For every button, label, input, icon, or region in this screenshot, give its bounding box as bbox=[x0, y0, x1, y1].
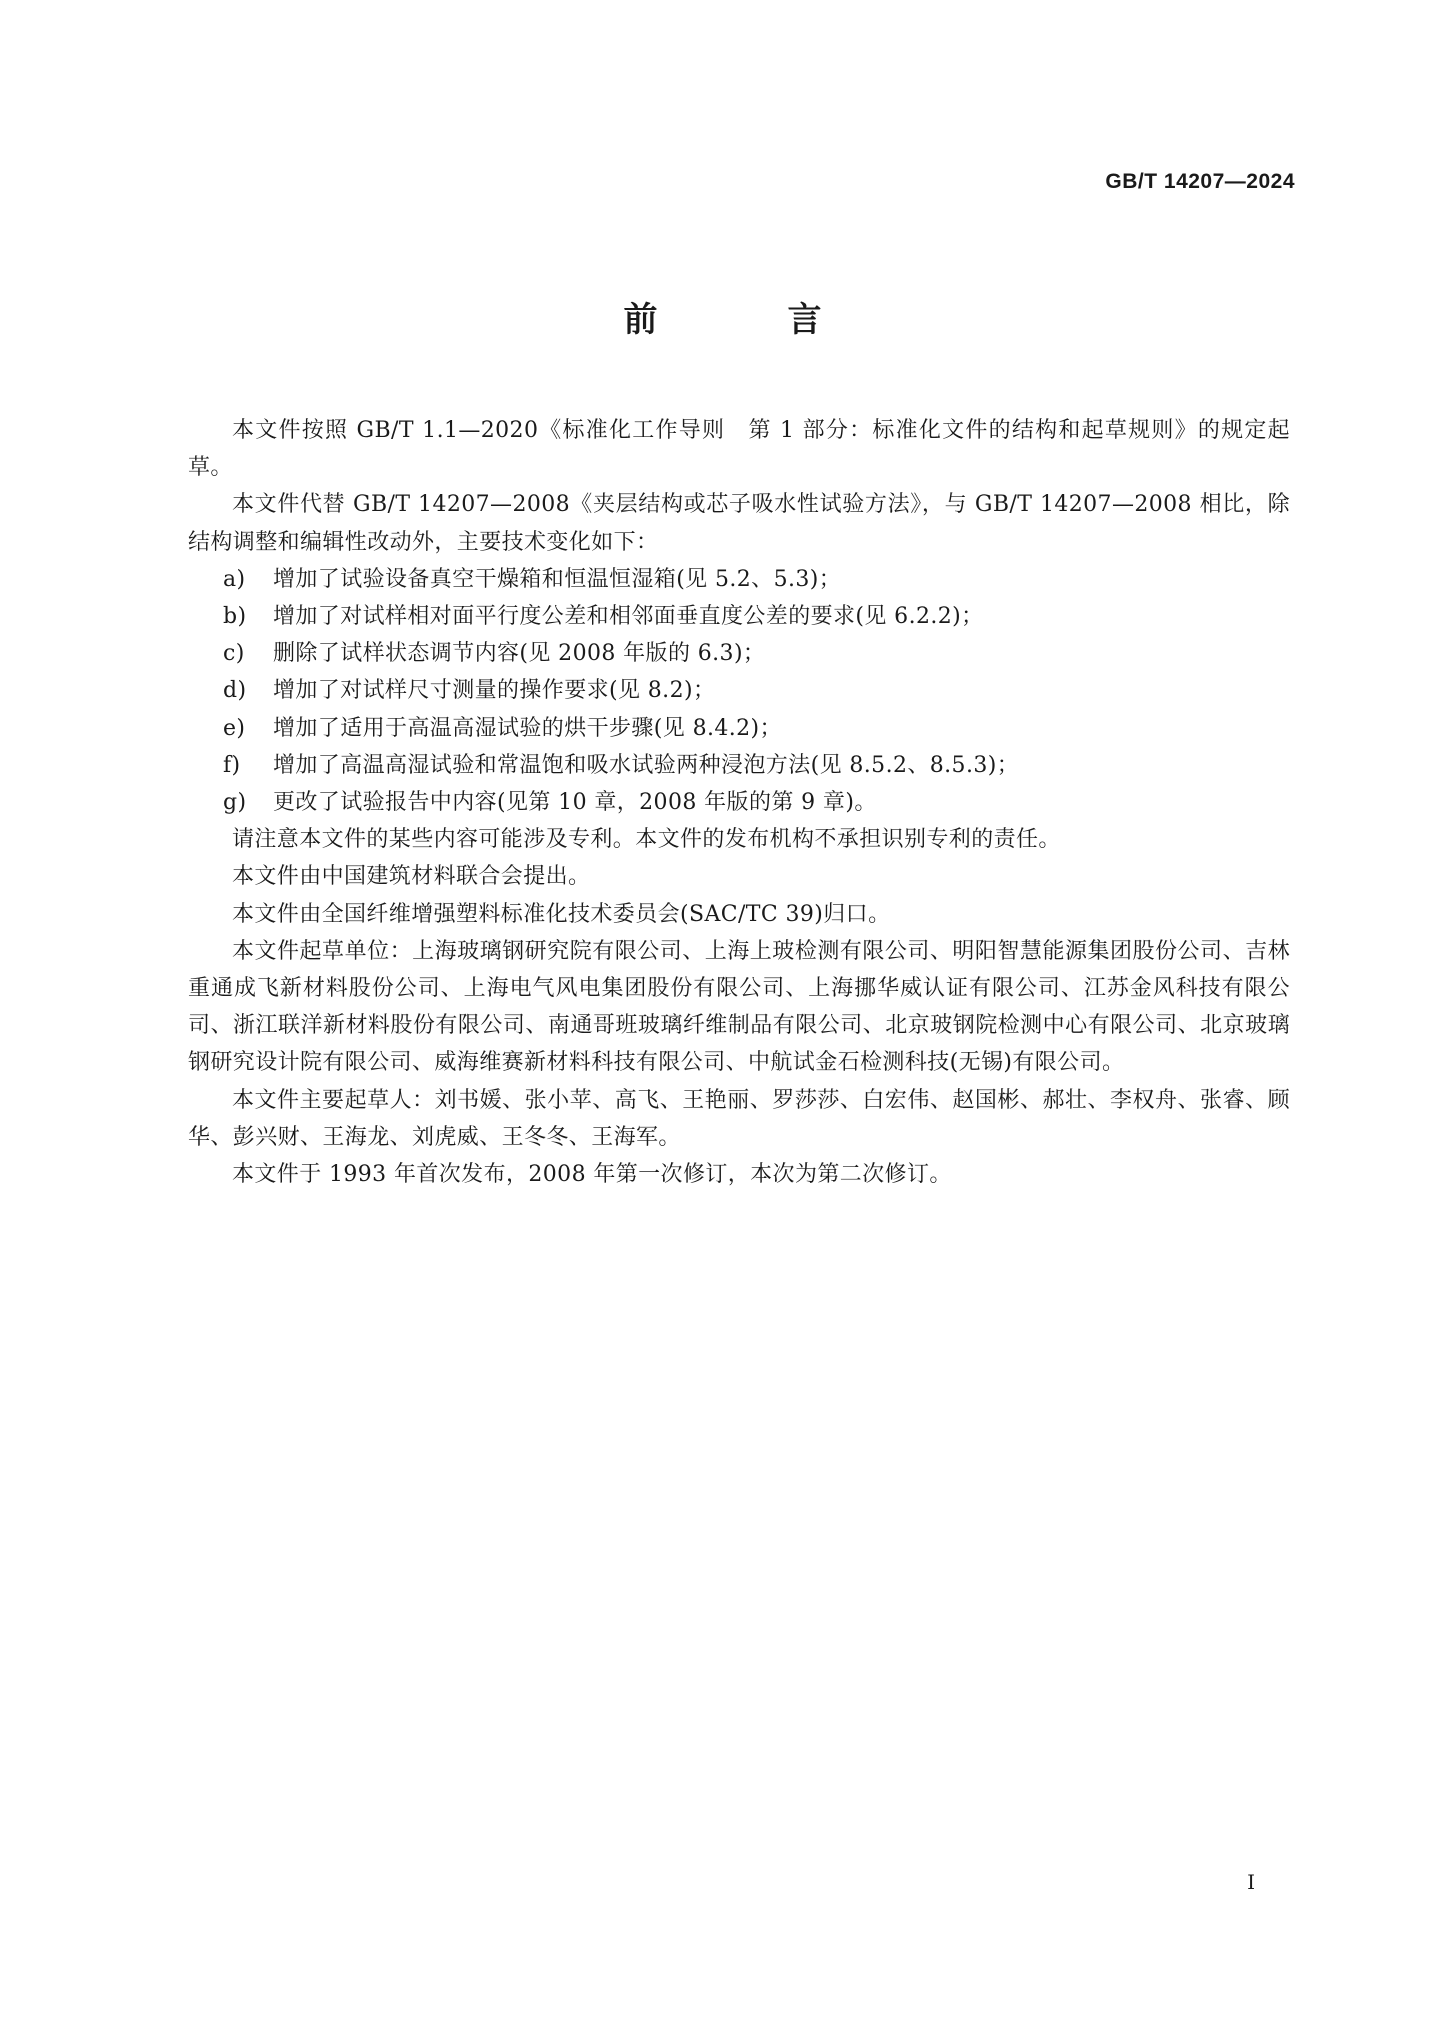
list-item-marker: b) bbox=[223, 604, 247, 630]
list-item-text: 增加了对试样相对面平行度公差和相邻面垂直度公差的要求(见 6.2.2)； bbox=[273, 604, 984, 630]
list-item bbox=[188, 672, 1290, 709]
list-item bbox=[188, 561, 1290, 598]
list-item-text: 删除了试样状态调节内容(见 2008 年版的 6.3)； bbox=[273, 641, 766, 667]
list-item bbox=[188, 635, 1290, 672]
list-item-text: 更改了试验报告中内容(见第 10 章，2008 年版的第 9 章)。 bbox=[273, 790, 877, 816]
paragraph-history: 本文件于 1993 年首次发布，2008 年第一次修订，本次为第二次修订。 bbox=[232, 1162, 952, 1188]
paragraph-replacement: 本文件代替 GB/T 14207—2008《夹层结构或芯子吸水性试验方法》，与 GB/T 14207—2008 相比，除结构调整和编辑性改动外，主要技术变化如下： bbox=[188, 492, 1290, 555]
paragraph-drafters: 本文件主要起草人：刘书媛、张小苹、高飞、王艳丽、罗莎莎、白宏伟、赵国彬、郝壮、李权舟、张睿、顾华、彭兴财、王海龙、刘虎威、王冬冬、王海军。 bbox=[188, 1087, 1290, 1150]
list-item-marker: f) bbox=[223, 752, 241, 778]
list-item-text: 增加了对试样尺寸测量的操作要求(见 8.2)； bbox=[273, 678, 716, 704]
list-item-marker: e) bbox=[223, 715, 246, 741]
foreword-body bbox=[188, 412, 1290, 1193]
page-number: I bbox=[1247, 1870, 1255, 1894]
list-item-marker: g) bbox=[223, 790, 247, 816]
list-item-text: 增加了高温高湿试验和常温饱和吸水试验两种浸泡方法(见 8.5.2、8.5.3)； bbox=[273, 752, 1020, 778]
paragraph-proposer: 本文件由中国建筑材料联合会提出。 bbox=[232, 864, 591, 890]
list-item-marker: d) bbox=[223, 678, 247, 704]
list-item-marker: a) bbox=[223, 566, 246, 592]
list-item bbox=[188, 747, 1290, 784]
list-item bbox=[188, 598, 1290, 635]
list-item-text: 增加了适用于高温高湿试验的烘干步骤(见 8.4.2)； bbox=[273, 715, 782, 741]
paragraph-patent-notice: 请注意本文件的某些内容可能涉及专利。本文件的发布机构不承担识别专利的责任。 bbox=[232, 827, 1061, 853]
paragraph-drafting-units: 本文件起草单位：上海玻璃钢研究院有限公司、上海上玻检测有限公司、明阳智慧能源集团股份公司、吉林重通成飞新材料股份公司、上海电气风电集团股份有限公司、上海挪华威认证有限公司、江苏金风科技有限公司、浙江联洋新材料股份有限公司、南通哥班玻璃纤维制品有限公司、北京玻钢院检测中心有限公司、北京玻璃钢研究设计院有限公司、威海维赛新材料科技有限公司、中航试金石检测科技(无锡)有限公司。 bbox=[188, 938, 1290, 1076]
paragraph-drafting-rules: 本文件按照 GB/T 1.1—2020《标准化工作导则 第 1 部分：标准化文件的结构和起草规则》的规定起草。 bbox=[188, 418, 1290, 481]
list-item-text: 增加了试验设备真空干燥箱和恒温恒湿箱(见 5.2、5.3)； bbox=[273, 566, 842, 592]
list-item bbox=[188, 710, 1290, 747]
list-item bbox=[188, 784, 1290, 821]
list-item-marker: c) bbox=[223, 641, 245, 667]
page-title: 前 言 bbox=[623, 300, 870, 340]
paragraph-committee: 本文件由全国纤维增强塑料标准化技术委员会(SAC/TC 39)归口。 bbox=[232, 901, 891, 927]
standard-code: GB/T 14207—2024 bbox=[1105, 170, 1295, 193]
